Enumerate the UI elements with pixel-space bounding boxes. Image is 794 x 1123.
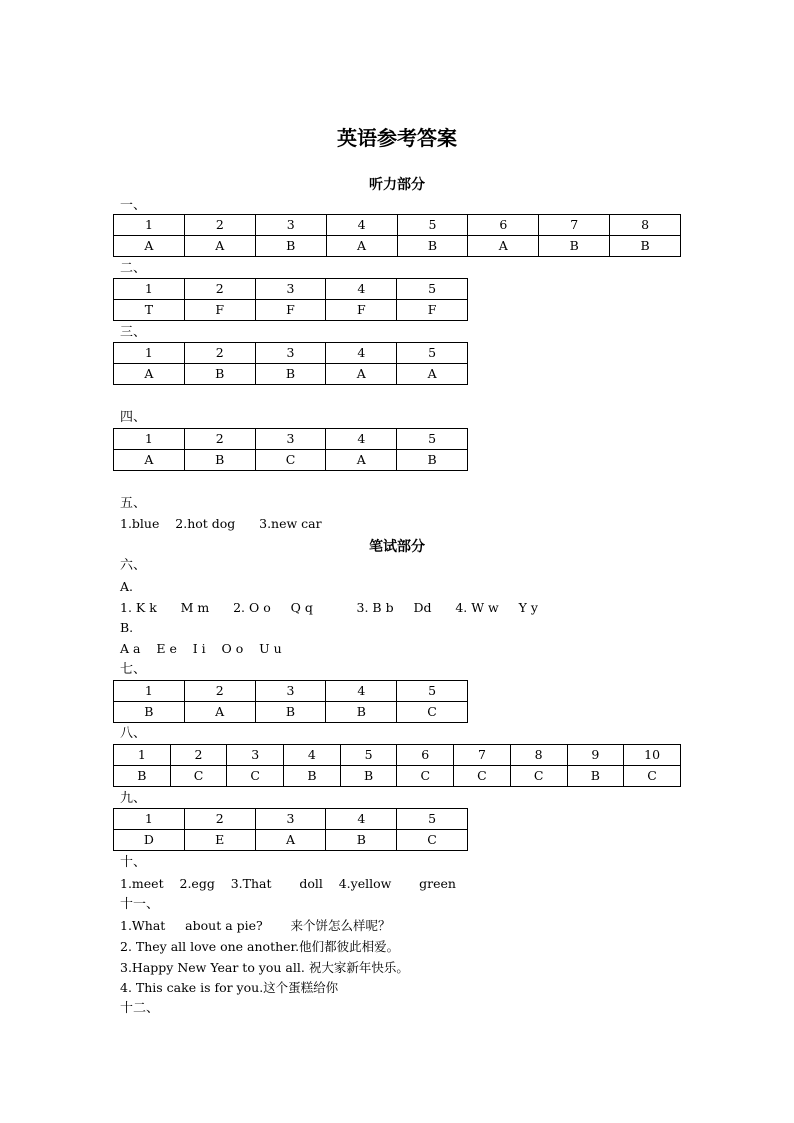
number-row bbox=[114, 809, 468, 830]
section-11-line: 3.Happy New Year to you all. 祝大家新年快乐。 bbox=[120, 960, 409, 975]
cell: C bbox=[397, 766, 454, 787]
section-7-label: 七、 bbox=[120, 662, 147, 677]
cell: 1 bbox=[114, 343, 185, 364]
cell: B bbox=[114, 766, 171, 787]
section-9-label: 九、 bbox=[120, 791, 147, 806]
cell: A bbox=[184, 702, 255, 723]
cell: 8 bbox=[610, 215, 681, 236]
cell: A bbox=[326, 364, 397, 385]
cell: 2 bbox=[170, 745, 227, 766]
answer-row bbox=[114, 300, 468, 321]
section-3-table bbox=[113, 342, 468, 385]
cell: 3 bbox=[255, 429, 326, 450]
cell: B bbox=[326, 830, 397, 851]
cell: B bbox=[255, 364, 326, 385]
cell: B bbox=[567, 766, 624, 787]
cell: C bbox=[454, 766, 511, 787]
answer-row bbox=[114, 702, 468, 723]
cell: 2 bbox=[184, 809, 255, 830]
cell: 2 bbox=[184, 215, 255, 236]
section-10-label: 十、 bbox=[120, 855, 147, 870]
cell: 1 bbox=[114, 681, 185, 702]
cell: C bbox=[397, 830, 468, 851]
cell: 4 bbox=[284, 745, 341, 766]
number-row bbox=[114, 279, 468, 300]
cell: 3 bbox=[255, 681, 326, 702]
number-row bbox=[114, 215, 681, 236]
writing-heading: 笔试部分 bbox=[369, 539, 425, 555]
cell: C bbox=[170, 766, 227, 787]
cell: 3 bbox=[255, 279, 326, 300]
section-6-part-b: B. bbox=[120, 620, 134, 635]
cell: B bbox=[255, 702, 326, 723]
section-2-table bbox=[113, 278, 468, 321]
cell: A bbox=[326, 450, 397, 471]
cell: 2 bbox=[184, 681, 255, 702]
cell: B bbox=[610, 236, 681, 257]
cell: F bbox=[255, 300, 326, 321]
cell: 5 bbox=[340, 745, 397, 766]
number-row bbox=[114, 745, 681, 766]
cell: A bbox=[184, 236, 255, 257]
cell: B bbox=[255, 236, 326, 257]
section-8-label: 八、 bbox=[120, 726, 147, 741]
cell: 2 bbox=[184, 279, 255, 300]
cell: B bbox=[539, 236, 610, 257]
section-1-table bbox=[113, 214, 681, 257]
cell: A bbox=[114, 236, 185, 257]
answer-row bbox=[114, 830, 468, 851]
cell: B bbox=[340, 766, 397, 787]
cell: 7 bbox=[539, 215, 610, 236]
listening-heading: 听力部分 bbox=[369, 177, 425, 193]
section-1-label: 一、 bbox=[120, 198, 147, 213]
section-6-label: 六、 bbox=[120, 558, 147, 573]
cell: A bbox=[397, 364, 468, 385]
cell: 6 bbox=[397, 745, 454, 766]
number-row bbox=[114, 681, 468, 702]
cell: 1 bbox=[114, 809, 185, 830]
cell: 5 bbox=[397, 215, 468, 236]
cell: C bbox=[397, 702, 468, 723]
cell: B bbox=[326, 702, 397, 723]
section-6-line-b: A a E e I i O o U u bbox=[120, 641, 282, 656]
answer-row bbox=[114, 236, 681, 257]
cell: F bbox=[184, 300, 255, 321]
cell: 10 bbox=[624, 745, 681, 766]
cell: 3 bbox=[227, 745, 284, 766]
cell: A bbox=[326, 236, 397, 257]
cell: B bbox=[397, 236, 468, 257]
cell: 4 bbox=[326, 681, 397, 702]
cell: 4 bbox=[326, 279, 397, 300]
page-title: 英语参考答案 bbox=[337, 126, 457, 150]
cell: C bbox=[510, 766, 567, 787]
cell: F bbox=[397, 300, 468, 321]
cell: 5 bbox=[397, 429, 468, 450]
answer-row bbox=[114, 450, 468, 471]
cell: 1 bbox=[114, 429, 185, 450]
section-11-line: 1.What about a pie? 来个饼怎么样呢？ bbox=[120, 918, 391, 933]
cell: 6 bbox=[468, 215, 539, 236]
section-6-part-a: A. bbox=[120, 579, 134, 594]
cell: 5 bbox=[397, 343, 468, 364]
cell: A bbox=[255, 830, 326, 851]
cell: 7 bbox=[454, 745, 511, 766]
cell: A bbox=[114, 450, 185, 471]
cell: A bbox=[114, 364, 185, 385]
cell: 2 bbox=[184, 429, 255, 450]
cell: B bbox=[184, 450, 255, 471]
section-10-answers: 1.meet 2.egg 3.That doll 4.yellow green bbox=[120, 876, 456, 891]
cell: C bbox=[227, 766, 284, 787]
section-4-table bbox=[113, 428, 468, 471]
cell: B bbox=[284, 766, 341, 787]
number-row bbox=[114, 343, 468, 364]
section-11-line: 4. This cake is for you.这个蛋糕给你 bbox=[120, 980, 339, 995]
cell: D bbox=[114, 830, 185, 851]
cell: 5 bbox=[397, 279, 468, 300]
cell: E bbox=[184, 830, 255, 851]
section-11-label: 十一、 bbox=[120, 897, 160, 912]
section-2-label: 二、 bbox=[120, 261, 147, 276]
cell: F bbox=[326, 300, 397, 321]
cell: 9 bbox=[567, 745, 624, 766]
answer-row bbox=[114, 766, 681, 787]
cell: 4 bbox=[326, 215, 397, 236]
section-4-label: 四、 bbox=[120, 410, 147, 425]
cell: 3 bbox=[255, 343, 326, 364]
cell: 4 bbox=[326, 343, 397, 364]
cell: 1 bbox=[114, 745, 171, 766]
cell: T bbox=[114, 300, 185, 321]
cell: 1 bbox=[114, 215, 185, 236]
section-7-table bbox=[113, 680, 468, 723]
answer-row bbox=[114, 364, 468, 385]
cell: 1 bbox=[114, 279, 185, 300]
cell: B bbox=[184, 364, 255, 385]
section-12-label: 十二、 bbox=[120, 1001, 160, 1016]
cell: A bbox=[468, 236, 539, 257]
section-5-label: 五、 bbox=[120, 496, 147, 511]
cell: 2 bbox=[184, 343, 255, 364]
cell: C bbox=[624, 766, 681, 787]
cell: 5 bbox=[397, 681, 468, 702]
section-11-line: 2. They all love one another.他们都彼此相爱。 bbox=[120, 939, 400, 954]
cell: 4 bbox=[326, 809, 397, 830]
cell: B bbox=[397, 450, 468, 471]
section-8-table bbox=[113, 744, 681, 787]
number-row bbox=[114, 429, 468, 450]
cell: 5 bbox=[397, 809, 468, 830]
cell: 8 bbox=[510, 745, 567, 766]
section-3-label: 三、 bbox=[120, 325, 147, 340]
cell: 4 bbox=[326, 429, 397, 450]
cell: 3 bbox=[255, 215, 326, 236]
cell: B bbox=[114, 702, 185, 723]
section-6-line-a: 1. K k M m 2. O o Q q 3. B b Dd 4. W w Y y bbox=[120, 600, 538, 615]
section-5-answers: 1.blue 2.hot dog 3.new car bbox=[120, 516, 322, 531]
cell: 3 bbox=[255, 809, 326, 830]
cell: C bbox=[255, 450, 326, 471]
section-9-table bbox=[113, 808, 468, 851]
